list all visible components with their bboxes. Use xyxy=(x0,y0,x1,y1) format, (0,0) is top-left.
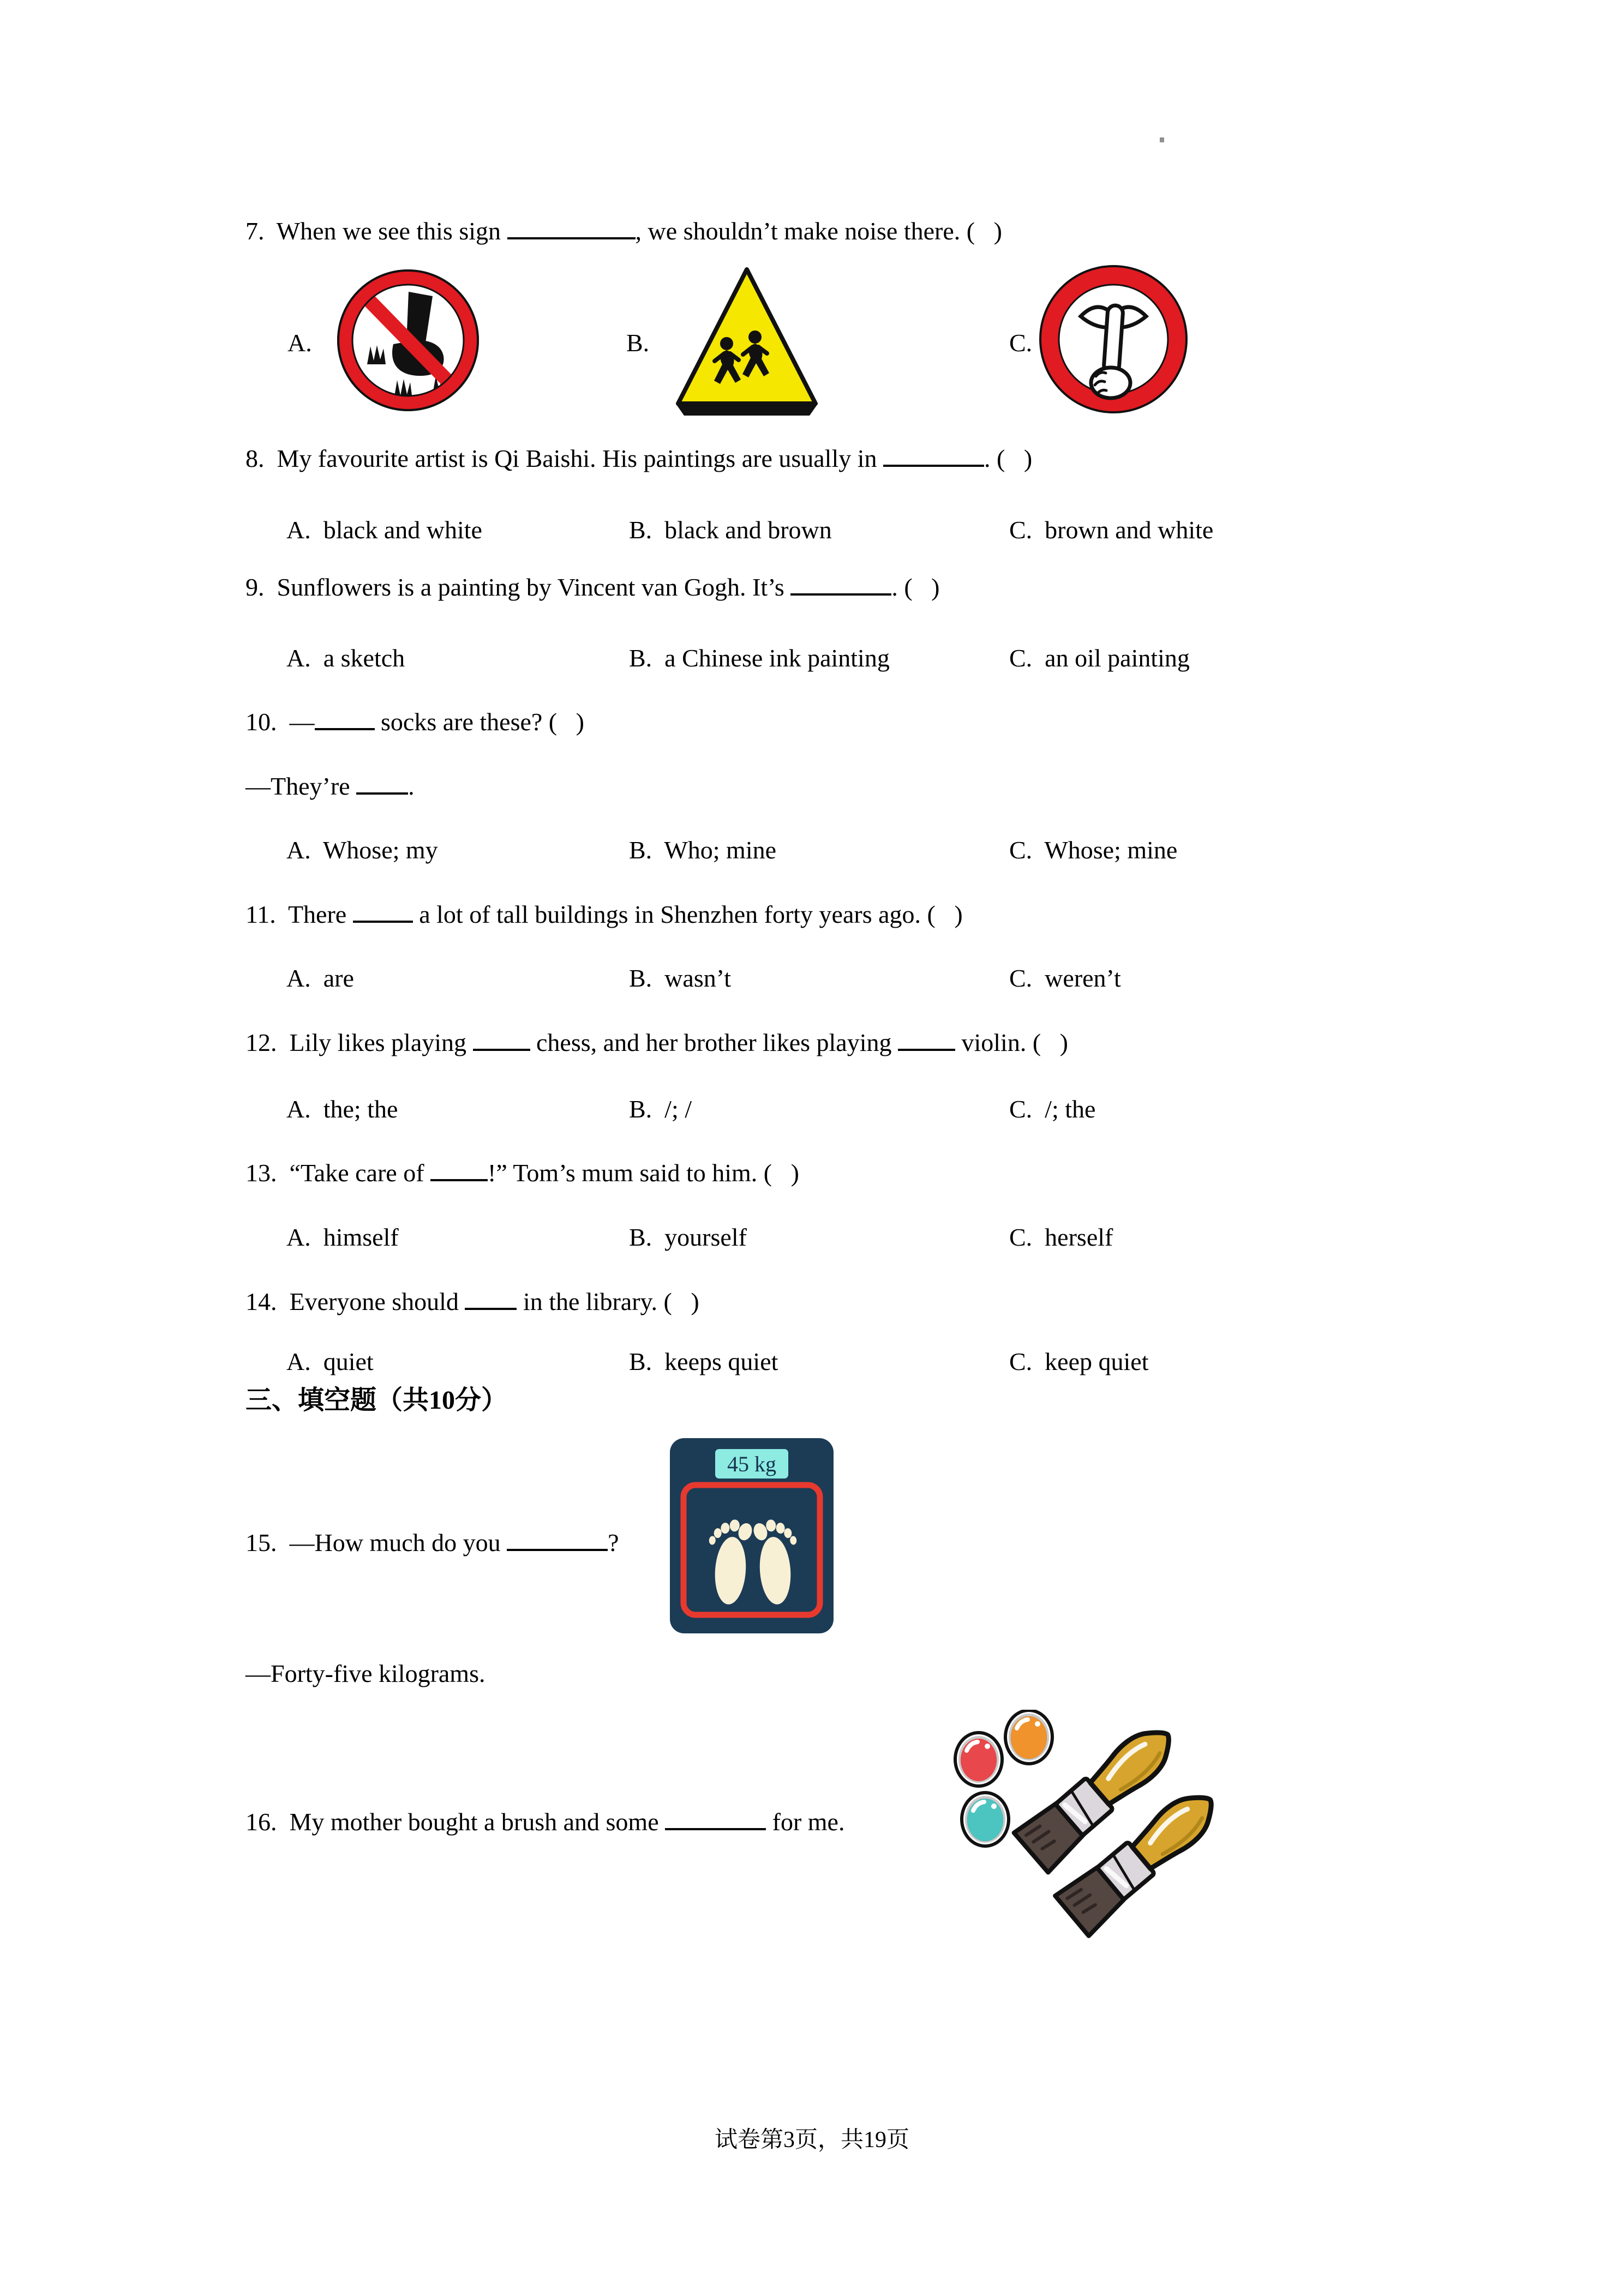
blank-underline xyxy=(473,1027,530,1051)
question-10-answer-line-text: . xyxy=(408,772,415,800)
q10-option-c xyxy=(1009,834,1177,866)
q14-option-c-text: C. keep quiet xyxy=(1009,1348,1149,1375)
question-15-answer-line xyxy=(245,1658,486,1690)
question-10-answer-line xyxy=(245,771,415,802)
q11-option-a-text: A. are xyxy=(286,964,354,992)
question-11-text: 11. There xyxy=(245,900,353,928)
q11-option-b xyxy=(629,963,731,994)
sign-option-label-c-text: C. xyxy=(1009,329,1033,357)
weighing-scale-image xyxy=(670,1438,834,1633)
question-8-text: . ( ) xyxy=(984,444,1033,472)
question-11-text: a lot of tall buildings in Shenzhen forty years ago. ( ) xyxy=(412,900,963,928)
question-12-text: 12. Lily likes playing xyxy=(245,1029,473,1056)
question-7 xyxy=(245,215,1002,247)
q11-option-c-text: C. weren’t xyxy=(1009,964,1121,992)
question-10-answer-line-text: —They’re xyxy=(245,772,357,800)
q12-option-c-text: C. /; the xyxy=(1009,1095,1096,1123)
q9-option-a-text: A. a sketch xyxy=(286,644,405,672)
q8-option-c-text: C. brown and white xyxy=(1009,516,1214,544)
q10-option-b-text: B. Who; mine xyxy=(629,836,777,864)
q13-option-a-text: A. himself xyxy=(286,1223,399,1251)
section-header xyxy=(245,1384,507,1417)
blank-underline xyxy=(465,1287,517,1310)
q14-option-a xyxy=(286,1346,374,1378)
q8-option-b-text: B. black and brown xyxy=(629,516,832,544)
q8-option-a-text: A. black and white xyxy=(286,516,482,544)
question-10-text: socks are these? ( ) xyxy=(374,708,584,736)
question-14-text: 14. Everyone should xyxy=(245,1288,465,1315)
red-paint-pot-icon xyxy=(954,1731,1004,1788)
q13-option-b-text: B. yourself xyxy=(629,1223,747,1251)
q12-option-b-text: B. /; / xyxy=(629,1095,692,1123)
question-9-text: . ( ) xyxy=(891,573,940,601)
sign-option-label-a-text: A. xyxy=(287,329,312,357)
q13-option-b xyxy=(629,1222,747,1253)
q8-option-c xyxy=(1009,514,1213,546)
question-8-text: 8. My favourite artist is Qi Baishi. His paintings are usually in xyxy=(245,444,884,472)
page-footer-text: 试卷第3页，共19页 xyxy=(714,2127,909,2153)
question-13-text: 13. “Take care of xyxy=(245,1159,431,1187)
question-15 xyxy=(245,1527,619,1559)
q9-option-b xyxy=(629,642,890,674)
q10-option-c-text: C. Whose; mine xyxy=(1009,836,1178,864)
blank-underline xyxy=(507,1528,608,1551)
q13-option-c xyxy=(1009,1222,1113,1253)
q14-option-b-text: B. keeps quiet xyxy=(629,1348,778,1375)
sign-option-label-a xyxy=(287,327,312,359)
q13-option-a xyxy=(286,1222,399,1253)
q12-option-a xyxy=(286,1093,398,1125)
blank-underline xyxy=(898,1027,955,1051)
q14-option-a-text: A. quiet xyxy=(286,1348,374,1375)
blank-underline xyxy=(356,771,408,795)
triangle-base-shadow xyxy=(676,405,817,416)
question-13-text: !” Tom’s mum said to him. ( ) xyxy=(488,1159,799,1187)
section-header-text: 三、填空题（共10分） xyxy=(245,1386,508,1415)
blank-underline xyxy=(430,1158,488,1181)
q9-option-a xyxy=(286,642,405,674)
q14-option-c xyxy=(1009,1346,1149,1378)
question-12 xyxy=(245,1027,1068,1059)
question-16 xyxy=(245,1806,844,1838)
question-13 xyxy=(245,1157,799,1189)
q11-option-b-text: B. wasn’t xyxy=(629,964,731,992)
question-8 xyxy=(245,443,1032,474)
question-14-text: in the library. ( ) xyxy=(517,1288,699,1315)
q11-option-a xyxy=(286,963,354,994)
question-10-text: 10. — xyxy=(245,708,315,736)
question-10 xyxy=(245,706,584,738)
question-9 xyxy=(245,572,939,603)
q12-option-a-text: A. the; the xyxy=(286,1095,398,1123)
q13-option-c-text: C. herself xyxy=(1009,1223,1113,1251)
question-12-text: violin. ( ) xyxy=(955,1029,1068,1056)
question-15-text: ? xyxy=(608,1529,619,1556)
blank-underline xyxy=(315,707,375,730)
blank-underline xyxy=(665,1807,766,1830)
page-footer xyxy=(0,2126,1624,2155)
question-15-text: 15. —How much do you xyxy=(245,1529,507,1556)
question-14 xyxy=(245,1286,699,1318)
question-11 xyxy=(245,899,963,930)
sign-option-label-b-text: B. xyxy=(626,329,650,357)
question-9-text: 9. Sunflowers is a painting by Vincent van Gogh. It’s xyxy=(245,573,791,601)
stray-mark xyxy=(1160,137,1164,142)
question-7-text: , we shouldn’t make noise there. ( ) xyxy=(635,217,1002,245)
question-16-text: 16. My mother bought a brush and some xyxy=(245,1808,666,1836)
orange-paint-pot-icon xyxy=(1004,1710,1054,1765)
sign-option-label-b xyxy=(626,327,649,359)
q10-option-a-text: A. Whose; my xyxy=(286,836,438,864)
blank-underline xyxy=(353,899,413,923)
blank-underline xyxy=(883,443,984,467)
q12-option-b xyxy=(629,1093,692,1125)
blank-underline xyxy=(790,572,891,596)
blank-underline xyxy=(507,216,636,239)
q9-option-b-text: B. a Chinese ink painting xyxy=(629,644,890,672)
q9-option-c-text: C. an oil painting xyxy=(1009,644,1190,672)
question-12-text: chess, and her brother likes playing xyxy=(530,1029,898,1056)
question-15-answer-line-text: —Forty-five kilograms. xyxy=(245,1660,486,1687)
q10-option-a xyxy=(286,834,438,866)
question-7-text: 7. When we see this sign xyxy=(245,217,507,245)
q14-option-b xyxy=(629,1346,778,1378)
paint-pots-and-brushes-image xyxy=(949,1710,1266,1982)
q8-option-a xyxy=(286,514,482,546)
children-crossing-warning-sign xyxy=(672,261,822,419)
question-16-text: for me. xyxy=(766,1808,845,1836)
q12-option-c xyxy=(1009,1093,1095,1125)
q11-option-c xyxy=(1009,963,1121,994)
scale-display-value: 45 kg xyxy=(727,1452,776,1476)
keep-quiet-sign xyxy=(1039,262,1188,417)
sign-option-label-c xyxy=(1009,327,1032,359)
q9-option-c xyxy=(1009,642,1190,674)
no-stepping-on-grass-sign xyxy=(337,263,480,417)
teal-paint-pot-icon xyxy=(960,1791,1010,1848)
warning-triangle xyxy=(678,269,816,404)
q8-option-b xyxy=(629,514,832,546)
q10-option-b xyxy=(629,834,776,866)
